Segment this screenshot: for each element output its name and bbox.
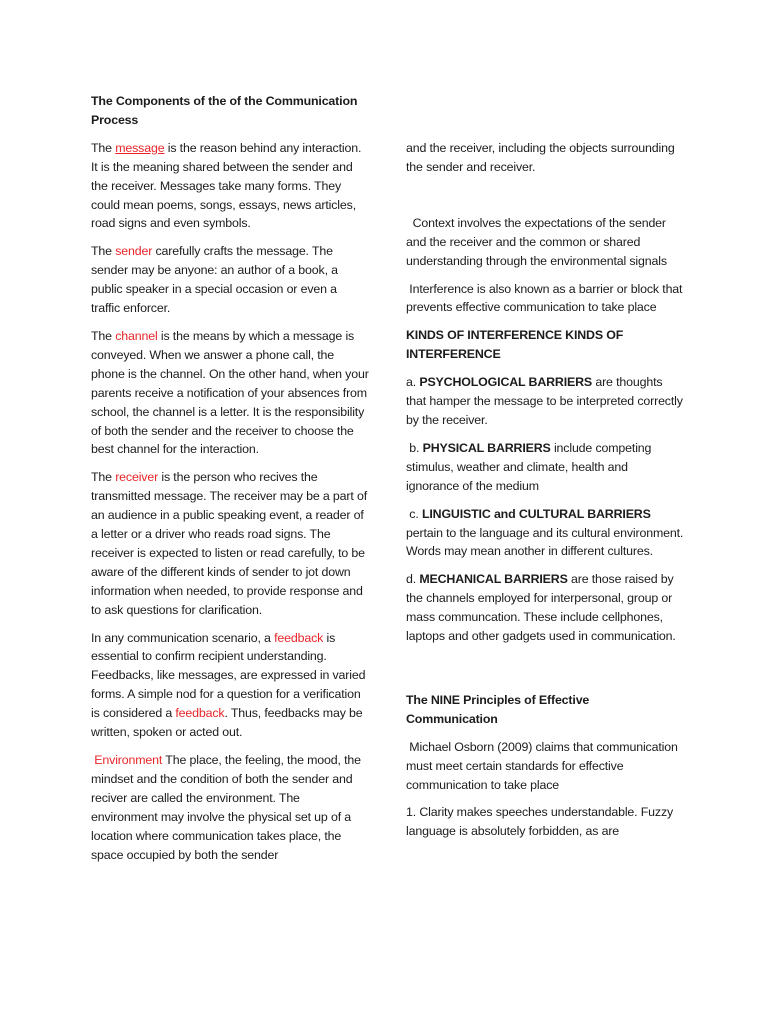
text: carefully crafts the message. The sender may be anyone: an author of a book, a public speaker in a special occasion or even a traffic enforcer. [91,244,338,316]
text: are thoughts that hamper the message to be interpreted correctly by the receiver. [406,375,687,427]
text: c. [406,506,422,521]
left-column [91,92,369,873]
text: are those raised by the channels employed for interpersonal, group or mass communcation. These include cellphones, laptops and other gadgets used in communication. [406,572,677,644]
barrier-name: PSYCHOLOGICAL BARRIERS [419,375,593,390]
keyword-channel: channel [115,328,158,343]
text: is the reason behind any interaction. It is the meaning shared between the sender and the receiver. Messages take many forms. They could mean poems, songs, essays, news articles, road signs and even symbols. [91,140,362,231]
keyword-message-link[interactable]: message [115,140,165,155]
paragraph-context: Context involves the expectations of the sender and the receiver and the common or shared understanding through the environmental signals [406,215,670,268]
paragraph-feedback [91,629,369,742]
right-column [406,139,687,850]
paragraph-osborn: Michael Osborn (2009) claims that communication must meet certain standards for effective communication to take place [406,739,682,792]
text: . Thus, feedbacks may be written, spoken or acted out. [91,706,363,740]
text: The [91,328,116,343]
section-title-nine-principles: The NINE Principles of Effective Communication [406,692,590,726]
barrier-name: MECHANICAL BARRIERS [419,572,568,587]
text: b. [406,440,423,455]
barrier-physical [406,439,684,496]
paragraph-channel [91,327,369,459]
text: In any communication scenario, a [91,630,275,645]
text: The [91,140,116,155]
barrier-name: PHYSICAL BARRIERS [422,440,551,455]
text: a. [406,375,420,390]
text: The place, the feeling, the mood, the mindset and the condition of both the sender and reciver are called the environment. The environment may involve the physical set up of a location where communication takes place, the space occupied by both the sender [91,753,365,862]
paragraph-environment-continued: and the receiver, including the objects surrounding the sender and receiver. [406,141,675,174]
keyword-feedback: feedback [274,630,324,645]
text: is the person who recives the transmitted message. The receiver may be a part of an audience in a public speaking event, a reader of a letter or a driver who reads road signs. The receiver is expected to listen or read carefully, to be aware of the different kinds of sender to jot down information when needed, to provide response and to ask questions for clarification. [91,470,368,617]
paragraph-receiver [91,468,369,619]
text: The [91,244,116,259]
text: include competing stimulus, weather and climate, health and ignorance of the medium [406,440,655,493]
text: d. [406,572,420,587]
keyword-feedback-2: feedback [175,706,225,721]
barrier-name: LINGUISTIC and CULTURAL BARRIERS [421,506,651,521]
paragraph-interference: Interference is also known as a barrier or block that prevents effective communication to take place [406,281,686,315]
text: is essential to confirm recipient understanding. Feedbacks, like messages, are expressed in varied forms. A simple nod for a question for a verification is considered a [91,630,366,721]
barrier-mechanical [406,570,684,646]
paragraph-message [91,139,369,234]
spacer [406,186,684,214]
barrier-linguistic-cultural [406,505,687,562]
keyword-receiver: receiver [115,470,159,485]
paragraph-sender [91,242,369,318]
section-title-components: The Components of the of the Communication Process [91,94,358,127]
keyword-environment: Environment [94,753,163,767]
text: The [91,470,116,485]
section-title-kinds-of-interference: KINDS OF INTERFERENCE KINDS OF INTERFERENCE [406,328,624,362]
text: is the means by which a message is conveyed. When we answer a phone call, the phone is the channel. On the other hand, when your parents receive a notification of your absences from school, the channel is a letter. It is the responsibility of both the sender and the receiver to choose the best channel for the interaction. [91,328,369,457]
barrier-psychological [406,373,687,430]
paragraph-environment [91,751,369,864]
text: pertain to the language and its cultural environment. Words may mean another in different cultures. [406,506,687,559]
paragraph-clarity: 1. Clarity makes speeches understandable. Fuzzy language is absolutely forbidden, as are [406,805,674,839]
keyword-sender: sender [115,244,153,259]
spacer [406,655,684,691]
